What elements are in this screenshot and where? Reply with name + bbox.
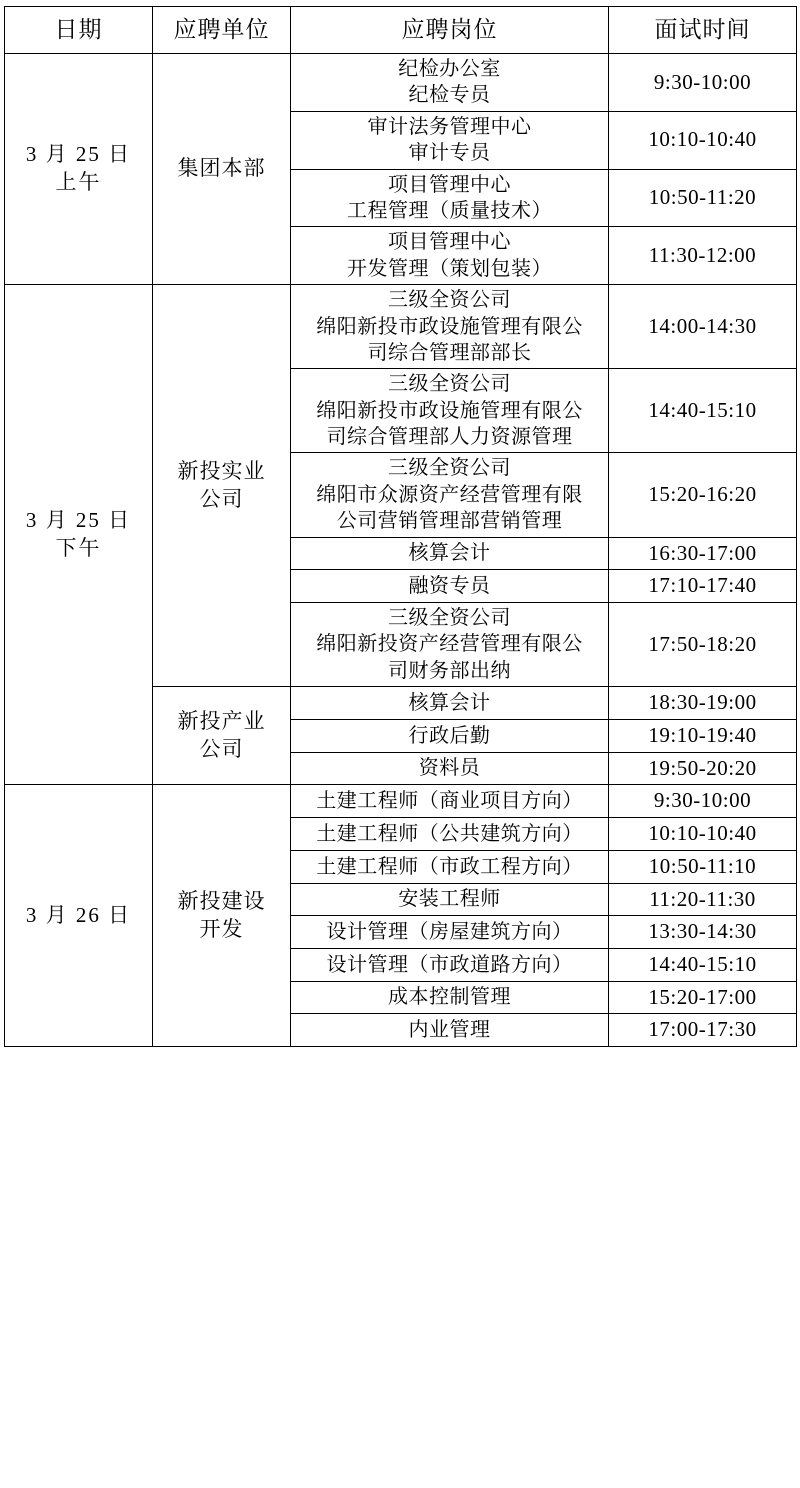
unit-line: 新投产业 <box>177 709 266 734</box>
position-line: 设计管理（市政道路方向） <box>326 953 573 976</box>
position-line: 绵阳新投市政设施管理有限公 <box>316 315 583 338</box>
position-cell <box>291 785 609 818</box>
time-cell: 15:20-16:20 <box>609 453 797 537</box>
time-cell: 19:10-19:40 <box>609 719 797 752</box>
position-line: 司综合管理部人力资源管理 <box>326 426 573 449</box>
position-cell <box>291 169 609 227</box>
position-line: 绵阳新投资产经营管理有限公 <box>316 633 583 656</box>
date-line: 3 月 25 日 <box>25 508 132 533</box>
position-line: 土建工程师（商业项目方向） <box>316 790 583 813</box>
position-line: 内业管理 <box>408 1019 491 1042</box>
position-cell <box>291 883 609 916</box>
unit-cell <box>153 687 291 785</box>
position-line: 成本控制管理 <box>388 986 511 1009</box>
position-line: 核算会计 <box>408 691 491 714</box>
time-cell: 11:20-11:30 <box>609 883 797 916</box>
date-line: 上午 <box>55 170 102 195</box>
table-row <box>5 785 797 818</box>
position-line: 核算会计 <box>408 542 491 565</box>
unit-line: 公司 <box>199 736 244 761</box>
position-cell <box>291 603 609 687</box>
position-line: 工程管理（质量技术） <box>347 199 552 222</box>
time-cell: 17:10-17:40 <box>609 570 797 603</box>
position-cell <box>291 850 609 883</box>
column-header-unit: 应聘单位 <box>153 7 291 54</box>
position-line: 三级全资公司 <box>388 289 511 312</box>
position-cell <box>291 752 609 785</box>
table-header <box>5 7 797 54</box>
time-cell: 17:00-17:30 <box>609 1014 797 1047</box>
unit-cell <box>153 54 291 285</box>
time-cell: 14:40-15:10 <box>609 369 797 453</box>
unit-line: 开发 <box>199 916 244 941</box>
position-cell <box>291 687 609 720</box>
position-cell <box>291 1014 609 1047</box>
position-cell <box>291 453 609 537</box>
position-line: 公司营销管理部营销管理 <box>336 510 563 533</box>
time-cell: 9:30-10:00 <box>609 785 797 818</box>
position-cell <box>291 537 609 570</box>
position-line: 纪检专员 <box>408 84 491 107</box>
position-line: 项目管理中心 <box>388 231 511 254</box>
position-line: 项目管理中心 <box>388 173 511 196</box>
position-line: 审计法务管理中心 <box>367 115 532 138</box>
time-cell: 14:40-15:10 <box>609 949 797 982</box>
time-cell: 10:10-10:40 <box>609 111 797 169</box>
position-line: 三级全资公司 <box>388 373 511 396</box>
interview-schedule-table <box>4 6 797 1047</box>
table-header-row <box>5 7 797 54</box>
position-line: 安装工程师 <box>398 888 501 911</box>
position-line: 三级全资公司 <box>388 607 511 630</box>
time-cell: 15:20-17:00 <box>609 981 797 1014</box>
time-cell: 13:30-14:30 <box>609 916 797 949</box>
date-cell <box>5 285 153 785</box>
position-line: 纪检办公室 <box>398 58 501 80</box>
time-cell: 11:30-12:00 <box>609 227 797 285</box>
date-cell <box>5 785 153 1047</box>
position-cell <box>291 719 609 752</box>
table-row <box>5 285 797 369</box>
position-line: 司财务部出纳 <box>388 659 511 682</box>
time-cell: 10:50-11:10 <box>609 850 797 883</box>
position-line: 绵阳市众源资产经营管理有限 <box>316 483 583 506</box>
time-cell: 17:50-18:20 <box>609 603 797 687</box>
column-header-date: 日期 <box>5 7 153 54</box>
position-cell <box>291 949 609 982</box>
position-cell <box>291 818 609 851</box>
position-line: 三级全资公司 <box>388 457 511 480</box>
position-line: 绵阳新投市政设施管理有限公 <box>316 399 583 422</box>
position-line: 开发管理（策划包装） <box>347 257 552 280</box>
position-line: 行政后勤 <box>408 724 491 747</box>
position-cell <box>291 111 609 169</box>
position-cell <box>291 369 609 453</box>
position-cell <box>291 285 609 369</box>
time-cell: 18:30-19:00 <box>609 687 797 720</box>
date-line: 3 月 25 日 <box>25 142 132 167</box>
unit-cell <box>153 785 291 1047</box>
position-cell <box>291 981 609 1014</box>
column-header-position: 应聘岗位 <box>291 7 609 54</box>
position-cell <box>291 54 609 112</box>
position-line: 司综合管理部部长 <box>367 341 532 364</box>
time-cell: 16:30-17:00 <box>609 537 797 570</box>
unit-cell <box>153 285 291 687</box>
date-cell <box>5 54 153 285</box>
unit-line: 新投建设 <box>177 889 266 914</box>
table-body <box>5 54 797 1047</box>
time-cell: 14:00-14:30 <box>609 285 797 369</box>
time-cell: 9:30-10:00 <box>609 54 797 112</box>
position-line: 土建工程师（公共建筑方向） <box>316 822 583 845</box>
position-line: 土建工程师（市政工程方向） <box>316 855 583 878</box>
time-cell: 10:50-11:20 <box>609 169 797 227</box>
date-line: 下午 <box>55 535 102 560</box>
time-cell: 19:50-20:20 <box>609 752 797 785</box>
unit-line: 公司 <box>199 486 244 511</box>
position-line: 资料员 <box>418 757 481 780</box>
column-header-time: 面试时间 <box>609 7 797 54</box>
position-line: 审计专员 <box>408 142 491 165</box>
position-line: 设计管理（房屋建筑方向） <box>326 920 573 943</box>
time-cell: 10:10-10:40 <box>609 818 797 851</box>
date-line: 3 月 26 日 <box>25 902 132 927</box>
table-row <box>5 54 797 112</box>
position-cell <box>291 916 609 949</box>
position-line: 融资专员 <box>408 575 491 598</box>
unit-line: 集团本部 <box>177 156 266 181</box>
position-cell <box>291 227 609 285</box>
position-cell <box>291 570 609 603</box>
unit-line: 新投实业 <box>177 458 266 483</box>
